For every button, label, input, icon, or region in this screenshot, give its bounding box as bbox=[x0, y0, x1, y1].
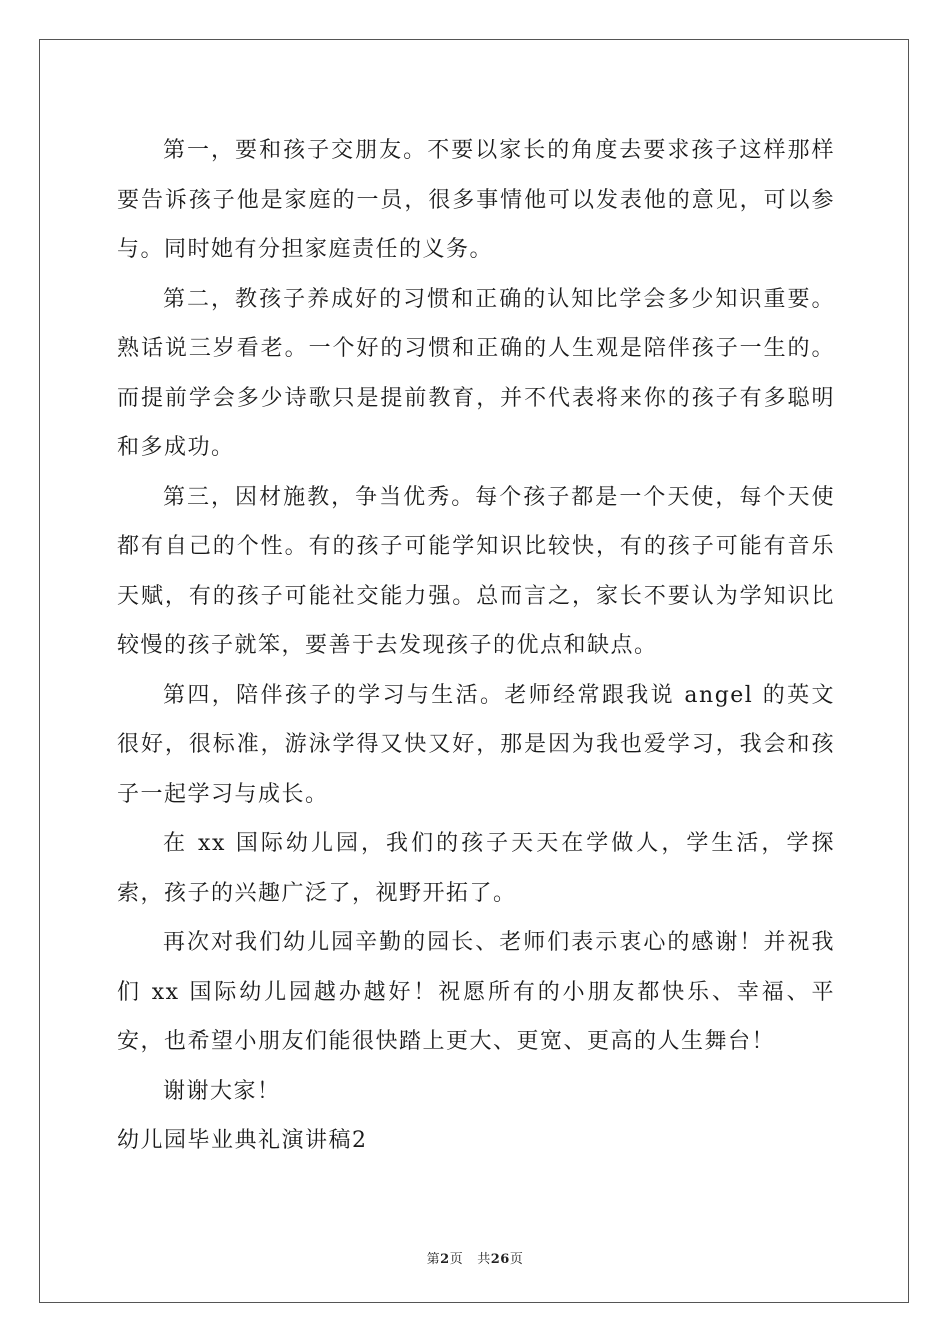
document-body bbox=[117, 126, 835, 1166]
paragraph-3: 第三，因材施教，争当优秀。每个孩子都是一个天使，每个天使都有自己的个性。有的孩子可能学知识比较快，有的孩子可能有音乐天赋，有的孩子可能社交能力强。总而言之，家长不要认为学知识比较慢的孩子就笨，要善于去发现孩子的优点和缺点。 bbox=[117, 484, 835, 658]
page-current: 2 bbox=[440, 1252, 450, 1267]
total-unit: 页 bbox=[509, 1252, 524, 1267]
page-footer bbox=[0, 1248, 950, 1267]
paragraph-2: 第二，教孩子养成好的习惯和正确的认知比学会多少知识重要。熟话说三岁看老。一个好的习惯和正确的人生观是陪伴孩子一生的。而提前学会多少诗歌只是提前教育，并不代表将来你的孩子有多聪明和多成功。 bbox=[117, 286, 835, 460]
page-unit: 页 bbox=[449, 1252, 464, 1267]
page-total: 26 bbox=[490, 1252, 510, 1267]
paragraph-4: 第四，陪伴孩子的学习与生活。老师经常跟我说 angel 的英文很好，很标准，游泳学得又快又好，那是因为我也爱学习，我会和孩子一起学习与成长。 bbox=[117, 682, 835, 807]
paragraph-5: 在 xx 国际幼儿园，我们的孩子天天在学做人，学生活，学探索，孩子的兴趣广泛了，视野开拓了。 bbox=[117, 831, 835, 906]
total-prefix: 共 bbox=[477, 1252, 491, 1267]
next-section-title: 幼儿园毕业典礼演讲稿2 bbox=[117, 1128, 368, 1153]
paragraph-1: 第一，要和孩子交朋友。不要以家长的角度去要求孩子这样那样要告诉孩子他是家庭的一员，很多事情他可以发表他的意见，可以参与。同时她有分担家庭责任的义务。 bbox=[117, 138, 835, 262]
page-prefix: 第 bbox=[426, 1252, 441, 1267]
paragraph-6: 再次对我们幼儿园辛勤的园长、老师们表示衷心的感谢！并祝我们 xx 国际幼儿园越办越好！祝愿所有的小朋友都快乐、幸福、平安，也希望小朋友们能很快踏上更大、更宽、更高的人生舞台！ bbox=[117, 930, 835, 1054]
paragraph-7: 谢谢大家！ bbox=[163, 1078, 281, 1104]
